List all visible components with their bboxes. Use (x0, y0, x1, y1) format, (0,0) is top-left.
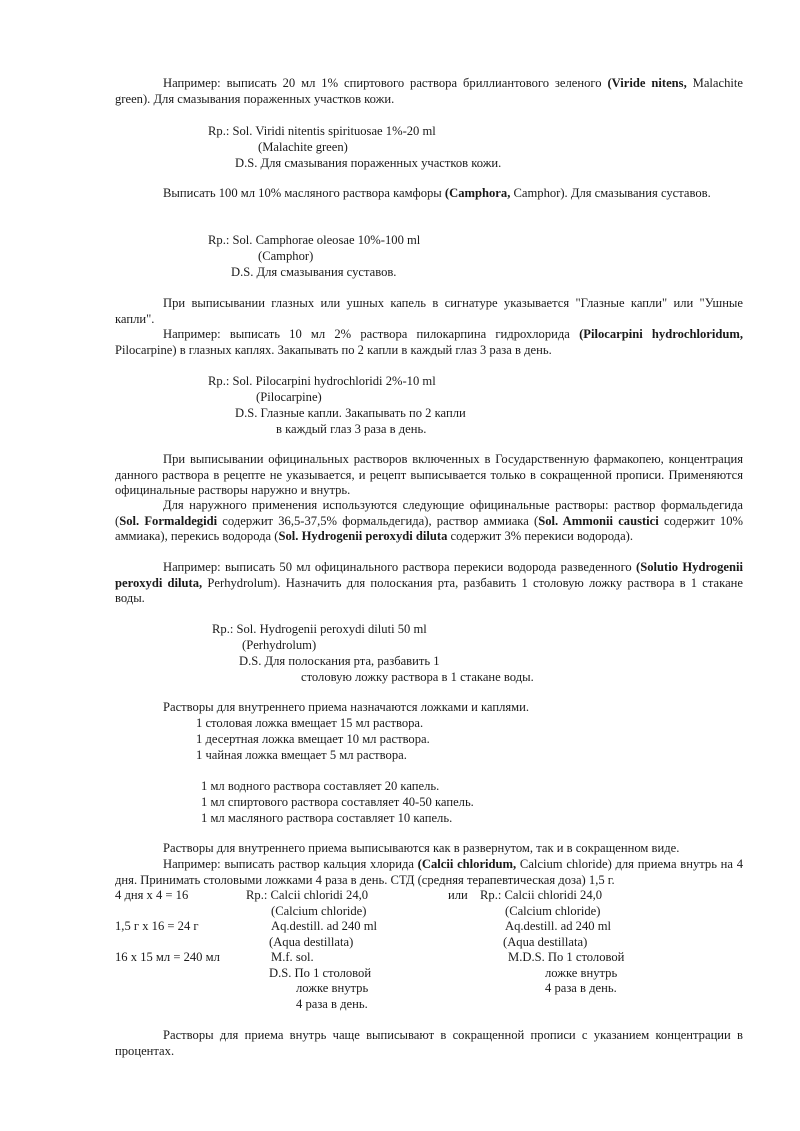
recipe-line: (Camphor) (258, 249, 314, 263)
paragraph-official-solutions: При выписывании официнальных растворов включенных в Государственную фармакопею, концентрация данного раствора в рецепте не указывается, и рецепт выписывается только в сокращенной прописи. Применяются официнальные растворы наружно и внутрь. (115, 452, 743, 498)
paragraph-viride-example: Например: выписать 20 мл 1% спиртового раствора бриллиантового зеленого (Viride nitens, Malachite green). Для смазывания пораженных участков кожи. (115, 76, 743, 106)
paragraph-peroxide-example: Например: выписать 50 мл официнального раствора перекиси водорода разведенного (Solutio Hydrogenii peroxydi diluta, Perhydrolum). Назначить для полоскания рта, разбавить 1 столовую ложку раствора в 1 стакане воды. (115, 560, 743, 606)
recipe-line: 4 раза в день. (545, 981, 617, 995)
paragraph-camphor-example: Выписать 100 мл 10% масляного раствора камфоры (Camphora, Camphor). Для смазывания суставов. (163, 186, 711, 200)
recipe-line: Rp.: Calcii chloridi 24,0 (480, 888, 603, 902)
recipe-line: Rp.: Sol. Camphorae oleosae 10%-100 ml (208, 233, 421, 247)
calculation-line: 1,5 г х 16 = 24 г (115, 919, 199, 933)
recipe-line: D.S. Для полоскания рта, разбавить 1 (239, 654, 440, 668)
recipe-line: D.S. Для смазывания суставов. (231, 265, 397, 279)
recipe-line: столовую ложку раствора в 1 стакане воды. (301, 670, 534, 684)
recipe-line: Rp.: Sol. Pilocarpini hydrochloridi 2%-10 ml (208, 374, 436, 388)
recipe-line: D.S. Для смазывания пораженных участков кожи. (235, 156, 502, 170)
recipe-line: M.D.S. По 1 столовой (508, 950, 625, 964)
spoon-volume-line: 1 чайная ложка вмещает 5 мл раствора. (196, 748, 407, 762)
recipe-line: Rp.: Sol. Hydrogenii peroxydi diluti 50 ml (212, 622, 427, 636)
recipe-line: 4 раза в день. (296, 997, 368, 1011)
recipe-line: (Perhydrolum) (242, 638, 317, 652)
recipe-line: (Aqua destillata) (269, 935, 354, 949)
drops-line: 1 мл спиртового раствора составляет 40-50 капель. (201, 795, 474, 809)
paragraph-external-solutions: Для наружного применения используются следующие официнальные растворы: раствор формальдегида (Sol. Formaldegidi содержит 36,5-37,5% формальдегида), раствор аммиака (Sol. Ammonii caustici содержит 10% аммиака), перекись водорода (Sol. Hydrogenii peroxydi diluta содержит 3% перекиси водорода). (115, 498, 743, 544)
spoon-volume-line: 1 десертная ложка вмещает 10 мл раствора. (196, 732, 430, 746)
recipe-line: D.S. По 1 столовой (269, 966, 372, 980)
paragraph-calcium-example: Например: выписать раствор кальция хлорида (Calcii chloridum, Calcium chloride) для приема внутрь на 4 дня. Принимать столовыми ложками 4 раза в день. СТД (средняя терапевтическая доза) 1,5 г. (115, 857, 744, 887)
paragraph-concentration-note: Растворы для приема внутрь чаще выписывают в сокращенной прописи с указанием концентрации в процентах. (115, 1028, 743, 1058)
drops-line: 1 мл водного раствора составляет 20 капель. (201, 779, 440, 793)
recipe-line: (Calcium chloride) (271, 904, 367, 918)
recipe-line: Aq.destill. ad 240 ml (505, 919, 611, 933)
recipe-line: ложке внутрь (545, 966, 618, 980)
recipe-line: D.S. Глазные капли. Закапывать по 2 капли (235, 406, 466, 420)
spoons-heading: Растворы для внутреннего приема назначаются ложками и каплями. (163, 700, 530, 714)
recipe-line: Aq.destill. ad 240 ml (271, 919, 377, 933)
recipe-line: Rp.: Calcii chloridi 24,0 (246, 888, 369, 902)
or-separator: или (448, 888, 468, 902)
recipe-line: (Pilocarpine) (256, 390, 322, 404)
recipe-line: (Calcium chloride) (505, 904, 601, 918)
recipe-line: (Malachite green) (258, 140, 348, 154)
paragraph-pilocarpine-example: Например: выписать 10 мл 2% раствора пилокарпина гидрохлорида (Pilocarpini hydrochloridum, Pilocarpine) в глазных каплях. Закапывать по 2 капли в каждый глаз 3 раза в день. (115, 327, 743, 357)
recipe-line: M.f. sol. (271, 950, 314, 964)
paragraph-internal-solutions: Растворы для внутреннего приема выписываются как в развернутом, так и в сокращенном виде. (163, 841, 680, 855)
recipe-line: в каждый глаз 3 раза в день. (276, 422, 427, 436)
calculation-line: 16 х 15 мл = 240 мл (115, 950, 220, 964)
recipe-line: Rp.: Sol. Viridi nitentis spirituosae 1%-20 ml (208, 124, 436, 138)
calculation-line: 4 дня х 4 = 16 (115, 888, 189, 902)
drops-line: 1 мл масляного раствора составляет 10 капель. (201, 811, 453, 825)
paragraph-eye-drops: При выписывании глазных или ушных капель в сигнатуре указывается "Глазные капли" или "Ушные капли". (115, 296, 743, 326)
recipe-line: ложке внутрь (296, 981, 369, 995)
recipe-line: (Aqua destillata) (503, 935, 588, 949)
spoon-volume-line: 1 столовая ложка вмещает 15 мл раствора. (196, 716, 424, 730)
